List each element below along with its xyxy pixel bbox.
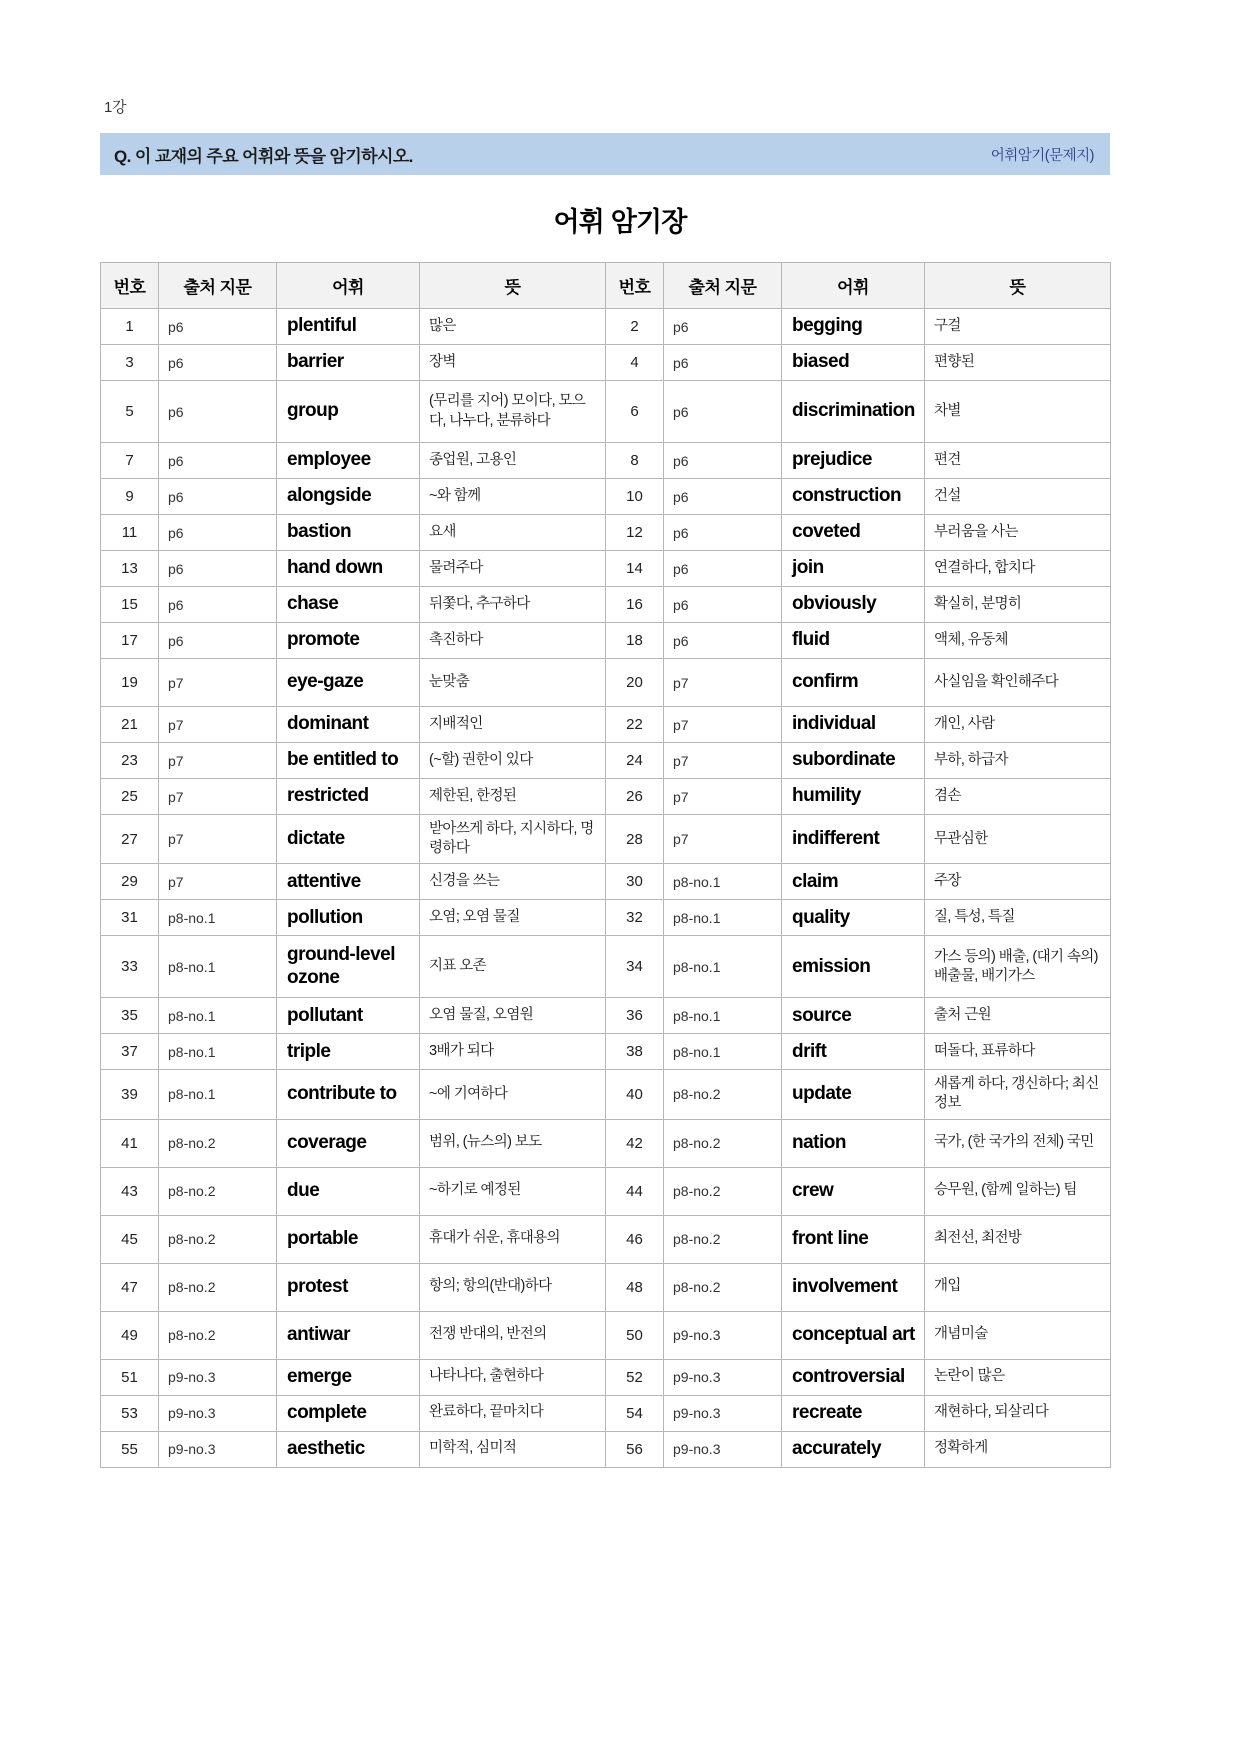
cell-meaning-left: ~에 기여하다	[420, 1070, 606, 1119]
cell-number-left: 31	[101, 900, 159, 936]
cell-meaning-left: 요새	[420, 515, 606, 551]
cell-word-right: join	[782, 551, 925, 587]
cell-source-left: p7	[159, 779, 277, 815]
cell-source-left: p8-no.1	[159, 1070, 277, 1119]
cell-meaning-right: 구걸	[925, 309, 1111, 345]
cell-source-left: p7	[159, 743, 277, 779]
cell-number-left: 33	[101, 936, 159, 998]
table-row	[101, 381, 1111, 443]
cell-number-left: 17	[101, 623, 159, 659]
cell-word-right: humility	[782, 779, 925, 815]
cell-number-left: 43	[101, 1167, 159, 1215]
lesson-label: 1강	[104, 99, 127, 116]
cell-word-right: claim	[782, 864, 925, 900]
cell-source-right: p6	[664, 623, 782, 659]
cell-meaning-right: 확실히, 분명히	[925, 587, 1111, 623]
cell-source-right: p7	[664, 659, 782, 707]
question-banner	[100, 133, 1110, 175]
column-header-number-left: 번호	[101, 263, 159, 309]
cell-word-right: construction	[782, 479, 925, 515]
cell-source-right: p7	[664, 743, 782, 779]
cell-number-right: 10	[606, 479, 664, 515]
cell-word-right: fluid	[782, 623, 925, 659]
cell-word-left: antiwar	[277, 1311, 420, 1359]
cell-source-left: p6	[159, 309, 277, 345]
cell-source-left: p7	[159, 864, 277, 900]
table-row	[101, 1215, 1111, 1263]
cell-source-left: p8-no.1	[159, 998, 277, 1034]
cell-word-right: front line	[782, 1215, 925, 1263]
cell-number-left: 15	[101, 587, 159, 623]
cell-word-right: accurately	[782, 1431, 925, 1467]
cell-number-left: 3	[101, 345, 159, 381]
question-marker: Q.	[114, 146, 131, 166]
cell-meaning-left: 미학적, 심미적	[420, 1431, 606, 1467]
cell-source-right: p9-no.3	[664, 1359, 782, 1395]
cell-number-right: 30	[606, 864, 664, 900]
cell-word-right: drift	[782, 1034, 925, 1070]
table-header-row	[101, 263, 1111, 309]
table-row	[101, 1119, 1111, 1167]
cell-meaning-right: 질, 특성, 특질	[925, 900, 1111, 936]
cell-number-right: 26	[606, 779, 664, 815]
cell-meaning-left: 오염; 오염 물질	[420, 900, 606, 936]
cell-source-right: p8-no.2	[664, 1263, 782, 1311]
cell-meaning-right: 무관심한	[925, 815, 1111, 864]
table-row	[101, 623, 1111, 659]
table-header	[101, 263, 1111, 309]
cell-number-left: 19	[101, 659, 159, 707]
page-title: 어휘 암기장	[553, 207, 687, 237]
cell-source-left: p7	[159, 707, 277, 743]
cell-meaning-left: 나타나다, 출현하다	[420, 1359, 606, 1395]
cell-number-right: 42	[606, 1119, 664, 1167]
cell-meaning-right: 개인, 사람	[925, 707, 1111, 743]
cell-number-left: 11	[101, 515, 159, 551]
cell-meaning-left: 제한된, 한정된	[420, 779, 606, 815]
column-header-word-left: 어휘	[277, 263, 420, 309]
cell-source-right: p8-no.1	[664, 936, 782, 998]
cell-source-right: p6	[664, 551, 782, 587]
cell-word-right: subordinate	[782, 743, 925, 779]
cell-meaning-left: 완료하다, 끝마치다	[420, 1395, 606, 1431]
cell-source-right: p6	[664, 515, 782, 551]
table-row	[101, 1395, 1111, 1431]
cell-number-left: 51	[101, 1359, 159, 1395]
cell-word-right: involvement	[782, 1263, 925, 1311]
cell-meaning-right: 겸손	[925, 779, 1111, 815]
cell-word-left: contribute to	[277, 1070, 420, 1119]
cell-number-left: 39	[101, 1070, 159, 1119]
column-header-number-right: 번호	[606, 263, 664, 309]
cell-number-right: 48	[606, 1263, 664, 1311]
cell-number-right: 50	[606, 1311, 664, 1359]
cell-word-left: alongside	[277, 479, 420, 515]
cell-source-left: p6	[159, 587, 277, 623]
cell-number-right: 28	[606, 815, 664, 864]
cell-word-right: begging	[782, 309, 925, 345]
cell-word-right: controversial	[782, 1359, 925, 1395]
cell-number-left: 25	[101, 779, 159, 815]
cell-source-right: p8-no.1	[664, 998, 782, 1034]
cell-meaning-right: 편견	[925, 443, 1111, 479]
cell-source-left: p8-no.2	[159, 1119, 277, 1167]
cell-number-right: 46	[606, 1215, 664, 1263]
cell-meaning-right: 사실임을 확인해주다	[925, 659, 1111, 707]
cell-meaning-left: (무리를 지어) 모이다, 모으다, 나누다, 분류하다	[420, 381, 606, 443]
table-row	[101, 659, 1111, 707]
cell-meaning-left: 종업원, 고용인	[420, 443, 606, 479]
cell-number-left: 47	[101, 1263, 159, 1311]
cell-number-right: 54	[606, 1395, 664, 1431]
table-row	[101, 779, 1111, 815]
cell-meaning-left: 받아쓰게 하다, 지시하다, 명령하다	[420, 815, 606, 864]
cell-number-right: 16	[606, 587, 664, 623]
cell-word-left: complete	[277, 1395, 420, 1431]
cell-source-left: p8-no.2	[159, 1311, 277, 1359]
cell-word-left: pollution	[277, 900, 420, 936]
cell-number-left: 23	[101, 743, 159, 779]
cell-word-left: chase	[277, 587, 420, 623]
cell-meaning-left: 눈맞춤	[420, 659, 606, 707]
table-row	[101, 743, 1111, 779]
table-row	[101, 443, 1111, 479]
cell-meaning-left: 3배가 되다	[420, 1034, 606, 1070]
cell-number-right: 52	[606, 1359, 664, 1395]
cell-meaning-right: 정확하게	[925, 1431, 1111, 1467]
vocabulary-table	[100, 262, 1111, 1468]
cell-word-left: pollutant	[277, 998, 420, 1034]
cell-number-right: 34	[606, 936, 664, 998]
cell-meaning-right: 차별	[925, 381, 1111, 443]
cell-source-left: p7	[159, 815, 277, 864]
cell-meaning-left: 지표 오존	[420, 936, 606, 998]
cell-word-right: coveted	[782, 515, 925, 551]
cell-meaning-right: 부러움을 사는	[925, 515, 1111, 551]
cell-source-left: p9-no.3	[159, 1395, 277, 1431]
cell-meaning-left: 오염 물질, 오염원	[420, 998, 606, 1034]
cell-word-left: be entitled to	[277, 743, 420, 779]
cell-source-left: p8-no.1	[159, 936, 277, 998]
cell-number-right: 22	[606, 707, 664, 743]
cell-source-left: p8-no.2	[159, 1167, 277, 1215]
cell-word-right: emission	[782, 936, 925, 998]
cell-word-left: group	[277, 381, 420, 443]
cell-word-right: source	[782, 998, 925, 1034]
cell-number-right: 38	[606, 1034, 664, 1070]
cell-number-right: 8	[606, 443, 664, 479]
cell-word-left: protest	[277, 1263, 420, 1311]
cell-number-left: 53	[101, 1395, 159, 1431]
table-row	[101, 1311, 1111, 1359]
cell-word-right: recreate	[782, 1395, 925, 1431]
cell-source-left: p8-no.1	[159, 900, 277, 936]
cell-meaning-left: 범위, (뉴스의) 보도	[420, 1119, 606, 1167]
cell-number-right: 40	[606, 1070, 664, 1119]
cell-number-right: 20	[606, 659, 664, 707]
cell-source-right: p6	[664, 479, 782, 515]
cell-word-left: employee	[277, 443, 420, 479]
cell-number-left: 1	[101, 309, 159, 345]
cell-meaning-left: 뒤쫓다, 추구하다	[420, 587, 606, 623]
table-row	[101, 479, 1111, 515]
cell-word-left: coverage	[277, 1119, 420, 1167]
cell-word-left: emerge	[277, 1359, 420, 1395]
cell-meaning-right: 떠돌다, 표류하다	[925, 1034, 1111, 1070]
cell-meaning-left: 신경을 쓰는	[420, 864, 606, 900]
table-body	[101, 309, 1111, 1468]
cell-meaning-right: 건설	[925, 479, 1111, 515]
cell-number-left: 45	[101, 1215, 159, 1263]
table-row	[101, 345, 1111, 381]
cell-meaning-right: 국가, (한 국가의 전체) 국민	[925, 1119, 1111, 1167]
table-row	[101, 936, 1111, 998]
table-row	[101, 515, 1111, 551]
cell-source-right: p6	[664, 381, 782, 443]
cell-meaning-left: ~하기로 예정된	[420, 1167, 606, 1215]
cell-number-left: 35	[101, 998, 159, 1034]
cell-source-left: p6	[159, 515, 277, 551]
cell-source-right: p8-no.1	[664, 900, 782, 936]
cell-meaning-right: 연결하다, 합치다	[925, 551, 1111, 587]
cell-word-left: barrier	[277, 345, 420, 381]
cell-word-right: individual	[782, 707, 925, 743]
cell-number-left: 27	[101, 815, 159, 864]
cell-word-left: ground-level ozone	[277, 936, 420, 998]
cell-number-right: 12	[606, 515, 664, 551]
cell-source-left: p6	[159, 623, 277, 659]
cell-meaning-right: 개념미술	[925, 1311, 1111, 1359]
cell-word-left: plentiful	[277, 309, 420, 345]
cell-source-right: p8-no.1	[664, 864, 782, 900]
table-row	[101, 309, 1111, 345]
cell-meaning-right: 최전선, 최전방	[925, 1215, 1111, 1263]
table-row	[101, 998, 1111, 1034]
cell-meaning-left: 장벽	[420, 345, 606, 381]
cell-word-left: hand down	[277, 551, 420, 587]
cell-number-left: 13	[101, 551, 159, 587]
cell-number-right: 2	[606, 309, 664, 345]
cell-meaning-left: 항의; 항의(반대)하다	[420, 1263, 606, 1311]
cell-word-right: discrimination	[782, 381, 925, 443]
cell-number-left: 29	[101, 864, 159, 900]
column-header-meaning-left: 뜻	[420, 263, 606, 309]
cell-source-right: p7	[664, 815, 782, 864]
cell-source-left: p9-no.3	[159, 1359, 277, 1395]
cell-number-left: 9	[101, 479, 159, 515]
cell-meaning-left: 물려주다	[420, 551, 606, 587]
cell-source-right: p9-no.3	[664, 1311, 782, 1359]
cell-meaning-right: 액체, 유동체	[925, 623, 1111, 659]
cell-source-left: p8-no.1	[159, 1034, 277, 1070]
cell-number-right: 32	[606, 900, 664, 936]
cell-meaning-right: 주장	[925, 864, 1111, 900]
cell-source-right: p7	[664, 779, 782, 815]
cell-word-left: restricted	[277, 779, 420, 815]
cell-meaning-right: 출처 근원	[925, 998, 1111, 1034]
cell-number-left: 49	[101, 1311, 159, 1359]
cell-source-left: p9-no.3	[159, 1431, 277, 1467]
cell-word-right: conceptual art	[782, 1311, 925, 1359]
worksheet-type-label: 어휘암기(문제지)	[990, 147, 1094, 164]
cell-meaning-left: 촉진하다	[420, 623, 606, 659]
cell-number-right: 14	[606, 551, 664, 587]
cell-source-right: p8-no.1	[664, 1034, 782, 1070]
table-row	[101, 815, 1111, 864]
cell-word-left: promote	[277, 623, 420, 659]
cell-word-right: quality	[782, 900, 925, 936]
table-row	[101, 864, 1111, 900]
table-row	[101, 900, 1111, 936]
column-header-source-right: 출처 지문	[664, 263, 782, 309]
cell-source-right: p9-no.3	[664, 1431, 782, 1467]
cell-meaning-left: 지배적인	[420, 707, 606, 743]
cell-source-right: p8-no.2	[664, 1119, 782, 1167]
cell-word-right: nation	[782, 1119, 925, 1167]
cell-number-right: 18	[606, 623, 664, 659]
cell-source-right: p8-no.2	[664, 1070, 782, 1119]
cell-source-left: p7	[159, 659, 277, 707]
cell-number-right: 24	[606, 743, 664, 779]
cell-meaning-right: 새롭게 하다, 갱신하다; 최신 정보	[925, 1070, 1111, 1119]
cell-source-left: p6	[159, 345, 277, 381]
cell-number-right: 4	[606, 345, 664, 381]
question-prompt-text: 이 교재의 주요 어휘와 뜻을 암기하시오.	[134, 146, 413, 166]
cell-source-left: p8-no.2	[159, 1263, 277, 1311]
cell-number-right: 36	[606, 998, 664, 1034]
cell-source-left: p6	[159, 381, 277, 443]
question-prompt	[114, 142, 413, 167]
cell-word-left: dominant	[277, 707, 420, 743]
cell-source-right: p6	[664, 587, 782, 623]
cell-word-left: due	[277, 1167, 420, 1215]
cell-number-right: 56	[606, 1431, 664, 1467]
column-header-meaning-right: 뜻	[925, 263, 1111, 309]
table-row	[101, 1359, 1111, 1395]
cell-word-right: crew	[782, 1167, 925, 1215]
cell-meaning-left: 많은	[420, 309, 606, 345]
table-row	[101, 1070, 1111, 1119]
cell-word-left: bastion	[277, 515, 420, 551]
cell-meaning-right: 개입	[925, 1263, 1111, 1311]
table-row	[101, 1431, 1111, 1467]
cell-source-right: p9-no.3	[664, 1395, 782, 1431]
cell-source-left: p8-no.2	[159, 1215, 277, 1263]
cell-meaning-right: 편향된	[925, 345, 1111, 381]
cell-meaning-right: 부하, 하급자	[925, 743, 1111, 779]
cell-meaning-right: 승무원, (함께 일하는) 팀	[925, 1167, 1111, 1215]
cell-source-left: p6	[159, 551, 277, 587]
cell-number-left: 41	[101, 1119, 159, 1167]
cell-meaning-left: ~와 함께	[420, 479, 606, 515]
cell-source-right: p8-no.2	[664, 1215, 782, 1263]
table-row	[101, 707, 1111, 743]
cell-word-left: aesthetic	[277, 1431, 420, 1467]
cell-meaning-left: 전쟁 반대의, 반전의	[420, 1311, 606, 1359]
cell-source-right: p6	[664, 345, 782, 381]
cell-source-right: p6	[664, 443, 782, 479]
table-row	[101, 1034, 1111, 1070]
cell-number-left: 37	[101, 1034, 159, 1070]
table-row	[101, 587, 1111, 623]
cell-word-right: indifferent	[782, 815, 925, 864]
cell-meaning-right: 가스 등의) 배출, (대기 속의) 배출물, 배기가스	[925, 936, 1111, 998]
table-row	[101, 1263, 1111, 1311]
cell-word-left: triple	[277, 1034, 420, 1070]
cell-number-right: 6	[606, 381, 664, 443]
table-row	[101, 551, 1111, 587]
cell-number-left: 5	[101, 381, 159, 443]
cell-word-left: eye-gaze	[277, 659, 420, 707]
cell-source-right: p8-no.2	[664, 1167, 782, 1215]
cell-source-right: p6	[664, 309, 782, 345]
cell-meaning-right: 재현하다, 되살리다	[925, 1395, 1111, 1431]
cell-number-left: 7	[101, 443, 159, 479]
cell-word-right: confirm	[782, 659, 925, 707]
cell-number-left: 21	[101, 707, 159, 743]
cell-word-left: portable	[277, 1215, 420, 1263]
cell-word-right: biased	[782, 345, 925, 381]
column-header-source-left: 출처 지문	[159, 263, 277, 309]
cell-word-right: obviously	[782, 587, 925, 623]
cell-word-right: update	[782, 1070, 925, 1119]
table-row	[101, 1167, 1111, 1215]
column-header-word-right: 어휘	[782, 263, 925, 309]
cell-word-right: prejudice	[782, 443, 925, 479]
cell-source-left: p6	[159, 443, 277, 479]
cell-word-left: attentive	[277, 864, 420, 900]
cell-word-left: dictate	[277, 815, 420, 864]
cell-number-left: 55	[101, 1431, 159, 1467]
cell-meaning-left: (~할) 권한이 있다	[420, 743, 606, 779]
cell-source-left: p6	[159, 479, 277, 515]
cell-meaning-left: 휴대가 쉬운, 휴대용의	[420, 1215, 606, 1263]
cell-meaning-right: 논란이 많은	[925, 1359, 1111, 1395]
cell-number-right: 44	[606, 1167, 664, 1215]
cell-source-right: p7	[664, 707, 782, 743]
